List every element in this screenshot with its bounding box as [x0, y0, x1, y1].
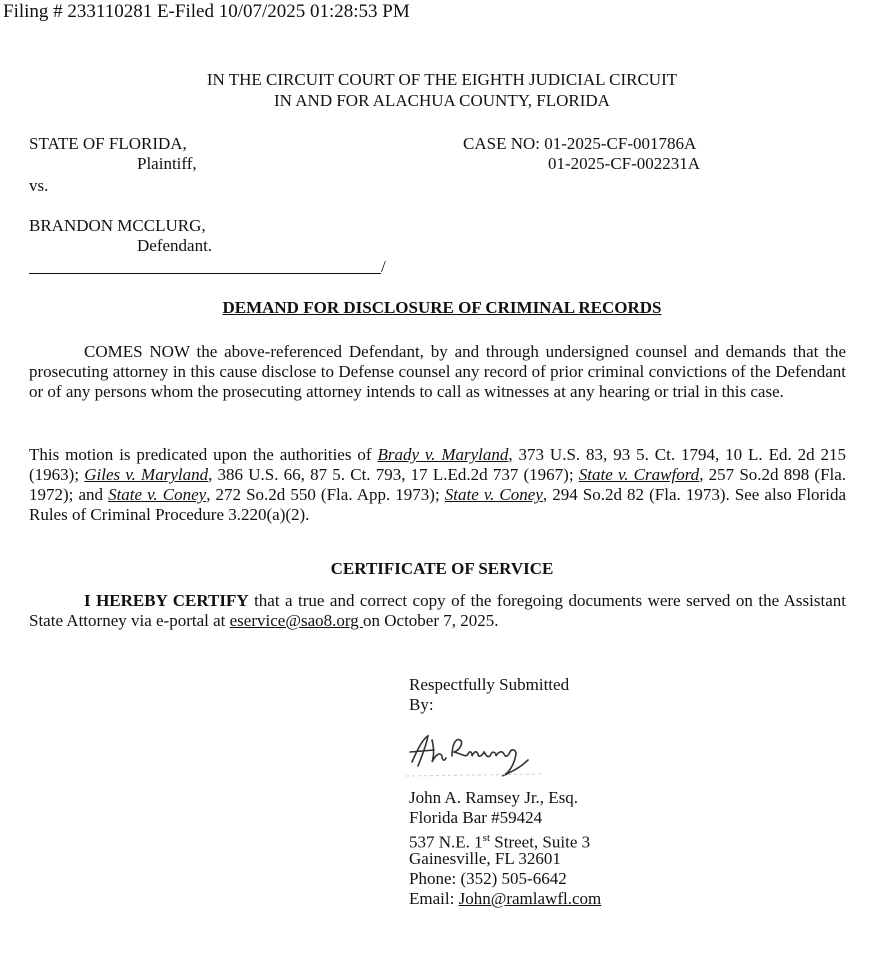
- plaintiff-name: STATE OF FLORIDA,: [29, 134, 187, 153]
- address-number: 537 N.E. 1: [409, 832, 483, 852]
- authorities-text-4: , 257 So.2d 898 (Fla. 1972); and: [29, 465, 847, 504]
- filing-header: Filing # 233110281 E-Filed 10/07/2025 01:28:53 PM: [3, 1, 410, 22]
- certificate-body-b: on October 7, 2025.: [363, 611, 499, 630]
- defendant-role: Defendant.: [137, 236, 213, 255]
- authorities-text-5: , 272 So.2d 550 (Fla. App. 1973);: [206, 485, 445, 504]
- address-ordinal: st: [482, 832, 491, 844]
- document-title-text: DEMAND FOR DISCLOSURE OF CRIMINAL RECORDS: [222, 298, 662, 317]
- case-coney-1: State v. Coney: [108, 485, 207, 504]
- court-name-line2: IN AND FOR ALACHUA COUNTY, FLORIDA: [274, 91, 610, 110]
- attorney-city: Gainesville, FL 32601: [409, 849, 561, 868]
- attorney-phone: Phone: (352) 505-6642: [409, 869, 567, 888]
- certificate-lead: I HEREBY CERTIFY: [84, 591, 249, 610]
- authorities-text-1: This motion is predicated upon the authorities of: [29, 445, 378, 464]
- address-street: Street, Suite 3: [490, 832, 591, 852]
- versus: vs.: [29, 176, 49, 195]
- case-brady: Brady v. Maryland: [377, 445, 509, 464]
- case-number-2: 01-2025-CF-002231A: [548, 154, 701, 173]
- case-coney-2: State v. Coney: [444, 485, 543, 504]
- plaintiff-role: Plaintiff,: [137, 154, 197, 173]
- document-title: [0, 298, 884, 318]
- certificate-text: [29, 591, 846, 631]
- caption-slash: /: [381, 257, 386, 276]
- attorney-email-link[interactable]: John@ramlawfl.com: [458, 889, 602, 908]
- authorities-text-3: , 386 U.S. 66, 87 5. Ct. 793, 17 L.Ed.2d 737 (1967);: [208, 465, 579, 484]
- case-number: CASE NO: 01-2025-CF-001786A: [463, 134, 697, 153]
- authorities-text-6: , 294 So.2d 82 (Fla. 1973). See also Florida Rules of Criminal Procedure 3.220(a)(2).: [29, 485, 846, 524]
- attorney-name: John A. Ramsey Jr., Esq.: [409, 788, 579, 807]
- defendant-name: BRANDON MCCLURG,: [29, 216, 206, 235]
- handwritten-signature: [404, 726, 549, 784]
- paragraph-demand: COMES NOW the above-referenced Defendant, by and through undersigned counsel and demands that the prosecuting attorney in this cause disclose to Defense counsel any record of prior criminal convictions of the Defendant or of any persons whom the prosecuting attorney intends to call as witnesses at any hearing or trial in this case.: [29, 342, 846, 401]
- authorities-text-2: , 373 U.S. 83, 93 5. Ct. 1794, 10 L. Ed. 2d 215 (1963);: [29, 445, 847, 484]
- court-name-line1: IN THE CIRCUIT COURT OF THE EIGHTH JUDICIAL CIRCUIT: [206, 70, 678, 89]
- caption-rule: [29, 273, 381, 274]
- certificate-body-a: that a true and correct copy of the foregoing documents were served on the Assistant State Attorney via e-portal at: [29, 591, 846, 630]
- attorney-email: [409, 889, 601, 909]
- signed-by: By:: [409, 695, 434, 714]
- case-giles: Giles v. Maryland: [84, 465, 209, 484]
- florida-bar-number: Florida Bar #59424: [409, 808, 543, 827]
- certificate-heading: CERTIFICATE OF SERVICE: [330, 559, 554, 578]
- certificate-email-link[interactable]: eservice@sao8.org: [229, 611, 363, 630]
- email-label: Email:: [409, 889, 459, 908]
- paragraph-authorities: [29, 445, 846, 525]
- respectfully-submitted: Respectfully Submitted: [409, 675, 570, 694]
- case-crawford: State v. Crawford: [578, 465, 700, 484]
